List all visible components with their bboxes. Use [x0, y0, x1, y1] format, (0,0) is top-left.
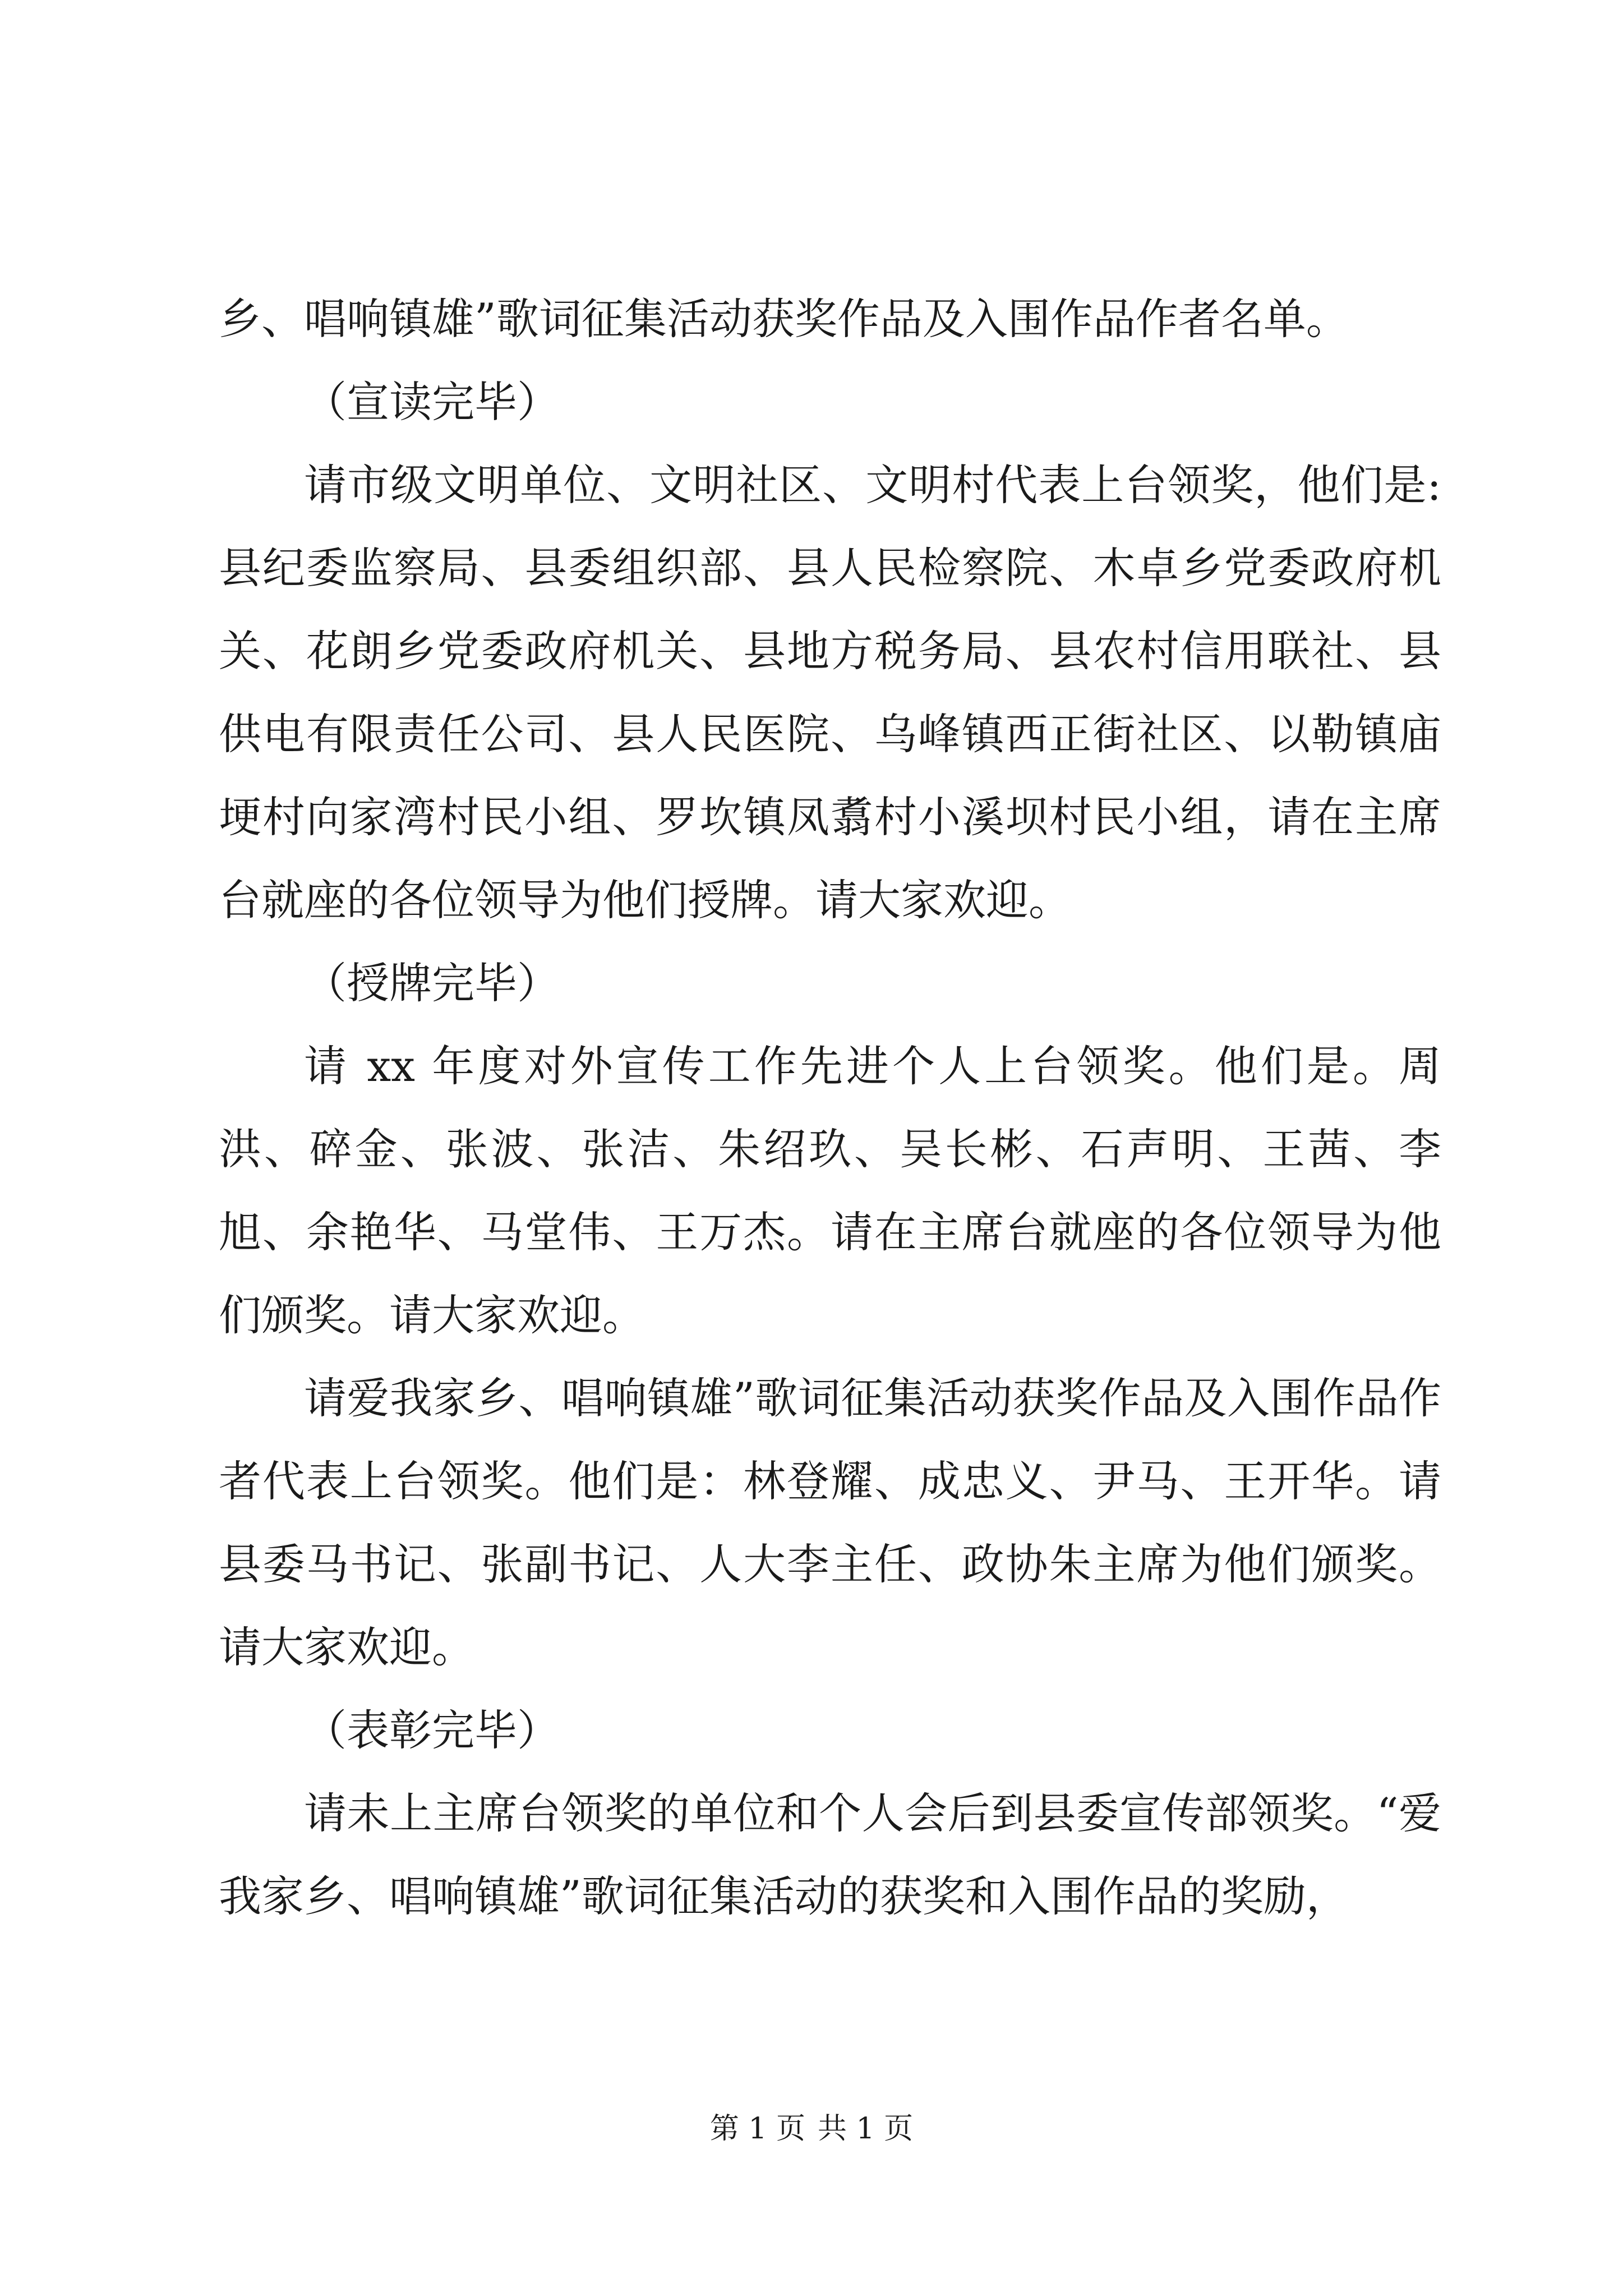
paragraph-3: 请市级文明单位、文明社区、文明村代表上台领奖，他们是:县纪委监察局、县委组织部、县人民检察院、木卓乡党委政府机关、花朗乡党委政府机关、县地方税务局、县农村信用联社、县供电有限责任公司、县人民医院、乌峰镇西正街社区、以勒镇庙埂村向家湾村民小组、罗坎镇凤翥村小溪坝村民小组，请在主席台就座的各位领导为他们授牌。请大家欢迎。: [219, 460, 1441, 925]
document-body: [219, 278, 1441, 1938]
paragraph-6: 请爱我家乡、唱响镇雄”歌词征集活动获奖作品及入围作品作者代表上台领奖。他们是：林登耀、成忠义、尹马、王开华。请县委马书记、张副书记、人大李主任、政协朱主席为他们颁奖。请大家欢迎。: [219, 1373, 1441, 1672]
paragraph-4: （授牌完毕）: [304, 958, 560, 1008]
paragraph-7: （表彰完毕）: [304, 1705, 560, 1755]
paragraph-8: 请未上主席台领奖的单位和个人会后到县委宣传部领奖。“爱我家乡、唱响镇雄”歌词征集活动的获奖和入围作品的奖励，: [219, 1788, 1441, 1921]
paragraph-5: 请 xx 年度对外宣传工作先进个人上台领奖。他们是。周洪、碎金、张波、张洁、朱绍玖、吴长彬、石声明、王茜、李旭、余艳华、马堂伟、王万杰。请在主席台就座的各位领导为他们颁奖。请大家欢迎。: [219, 1041, 1441, 1340]
page-number: 第 1 页: [709, 2112, 805, 2146]
paragraph-1: 乡、唱响镇雄”歌词征集活动获奖作品及入围作品作者名单。: [219, 294, 1349, 344]
page-footer: [0, 2109, 1623, 2148]
page-total: 共 1 页: [818, 2112, 914, 2146]
paragraph-2: （宣读完毕）: [304, 377, 560, 427]
